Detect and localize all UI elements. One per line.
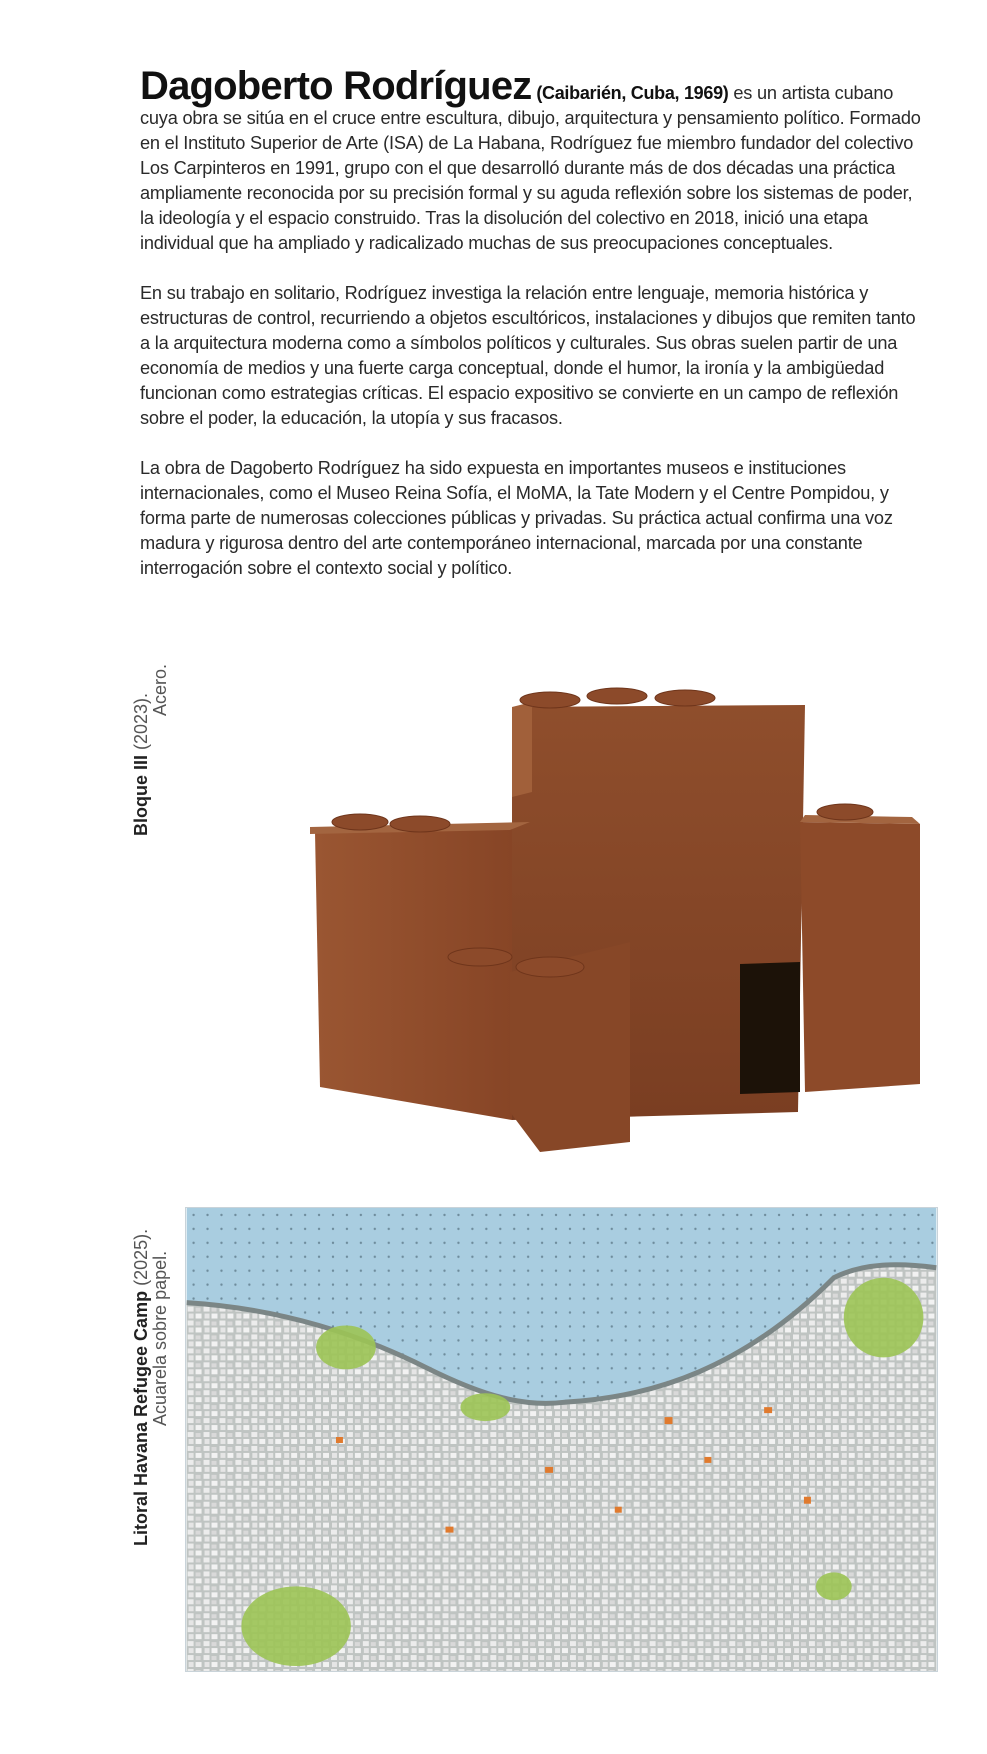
artist-origin: (Caibarién, Cuba, 1969) <box>536 83 729 103</box>
artwork-medium: Acuarela sobre papel. <box>150 1250 170 1426</box>
bloque-sculpture-image <box>300 672 940 1172</box>
bio-paragraph-1 <box>140 66 930 256</box>
artwork-title: Bloque III <box>131 755 151 836</box>
bio-paragraph-2: En su trabajo en solitario, Rodríguez investiga la relación entre lenguaje, memoria histórica y estructuras de control, recurriendo a objetos escultóricos, instalaciones y dibujos que remiten tanto a la arquitectura moderna como a símbolos políticos y culturales. Sus obras suelen partir de una economía de medios y una fuerte carga conceptual, donde el humor, la ironía y la ambigüedad funcionan como estrategias críticas. El espacio expositivo se convierte en un campo de reflexión sobre el poder, la educación, la utopía y sus fracasos. <box>140 283 916 428</box>
artwork-medium: Acero. <box>150 663 170 716</box>
artwork-caption-litoral <box>132 1229 170 1546</box>
artist-bio <box>140 66 930 606</box>
artist-name: Dagoberto Rodríguez <box>140 64 532 108</box>
artwork-year: (2025). <box>131 1228 151 1291</box>
havana-map-watercolor-image <box>185 1207 938 1672</box>
artwork-year: (2023). <box>131 692 151 755</box>
bio-paragraph-3: La obra de Dagoberto Rodríguez ha sido expuesta en importantes museos e instituciones internacionales, como el Museo Reina Sofía, el MoMA, la Tate Modern y el Centre Pompidou, y forma parte de numerosas colecciones públicas y privadas. Su práctica actual confirma una voz madura y rigurosa dentro del arte contemporáneo internacional, marcada por una constante interrogación sobre el contexto social y político. <box>140 458 893 578</box>
bio-intro-text: es un artista cubano cuya obra se sitúa en el cruce entre escultura, dibujo, arquitectura y pensamiento político. Formado en el Instituto Superior de Arte (ISA) de La Habana, Rodríguez fue miembro fundador del colectivo Los Carpinteros en 1991, grupo con el que desarrolló durante más de dos décadas una práctica ampliamente reconocida por su precisión formal y su aguda reflexión sobre los sistemas de poder, la ideología y el espacio construido. Tras la disolución del colectivo en 2018, inició una etapa individual que ha ampliado y radicalizado muchas de sus preocupaciones conceptuales. <box>140 83 921 253</box>
artwork-title: Litoral Havana Refugee Camp <box>131 1290 151 1546</box>
artwork-caption-bloque <box>132 664 170 836</box>
